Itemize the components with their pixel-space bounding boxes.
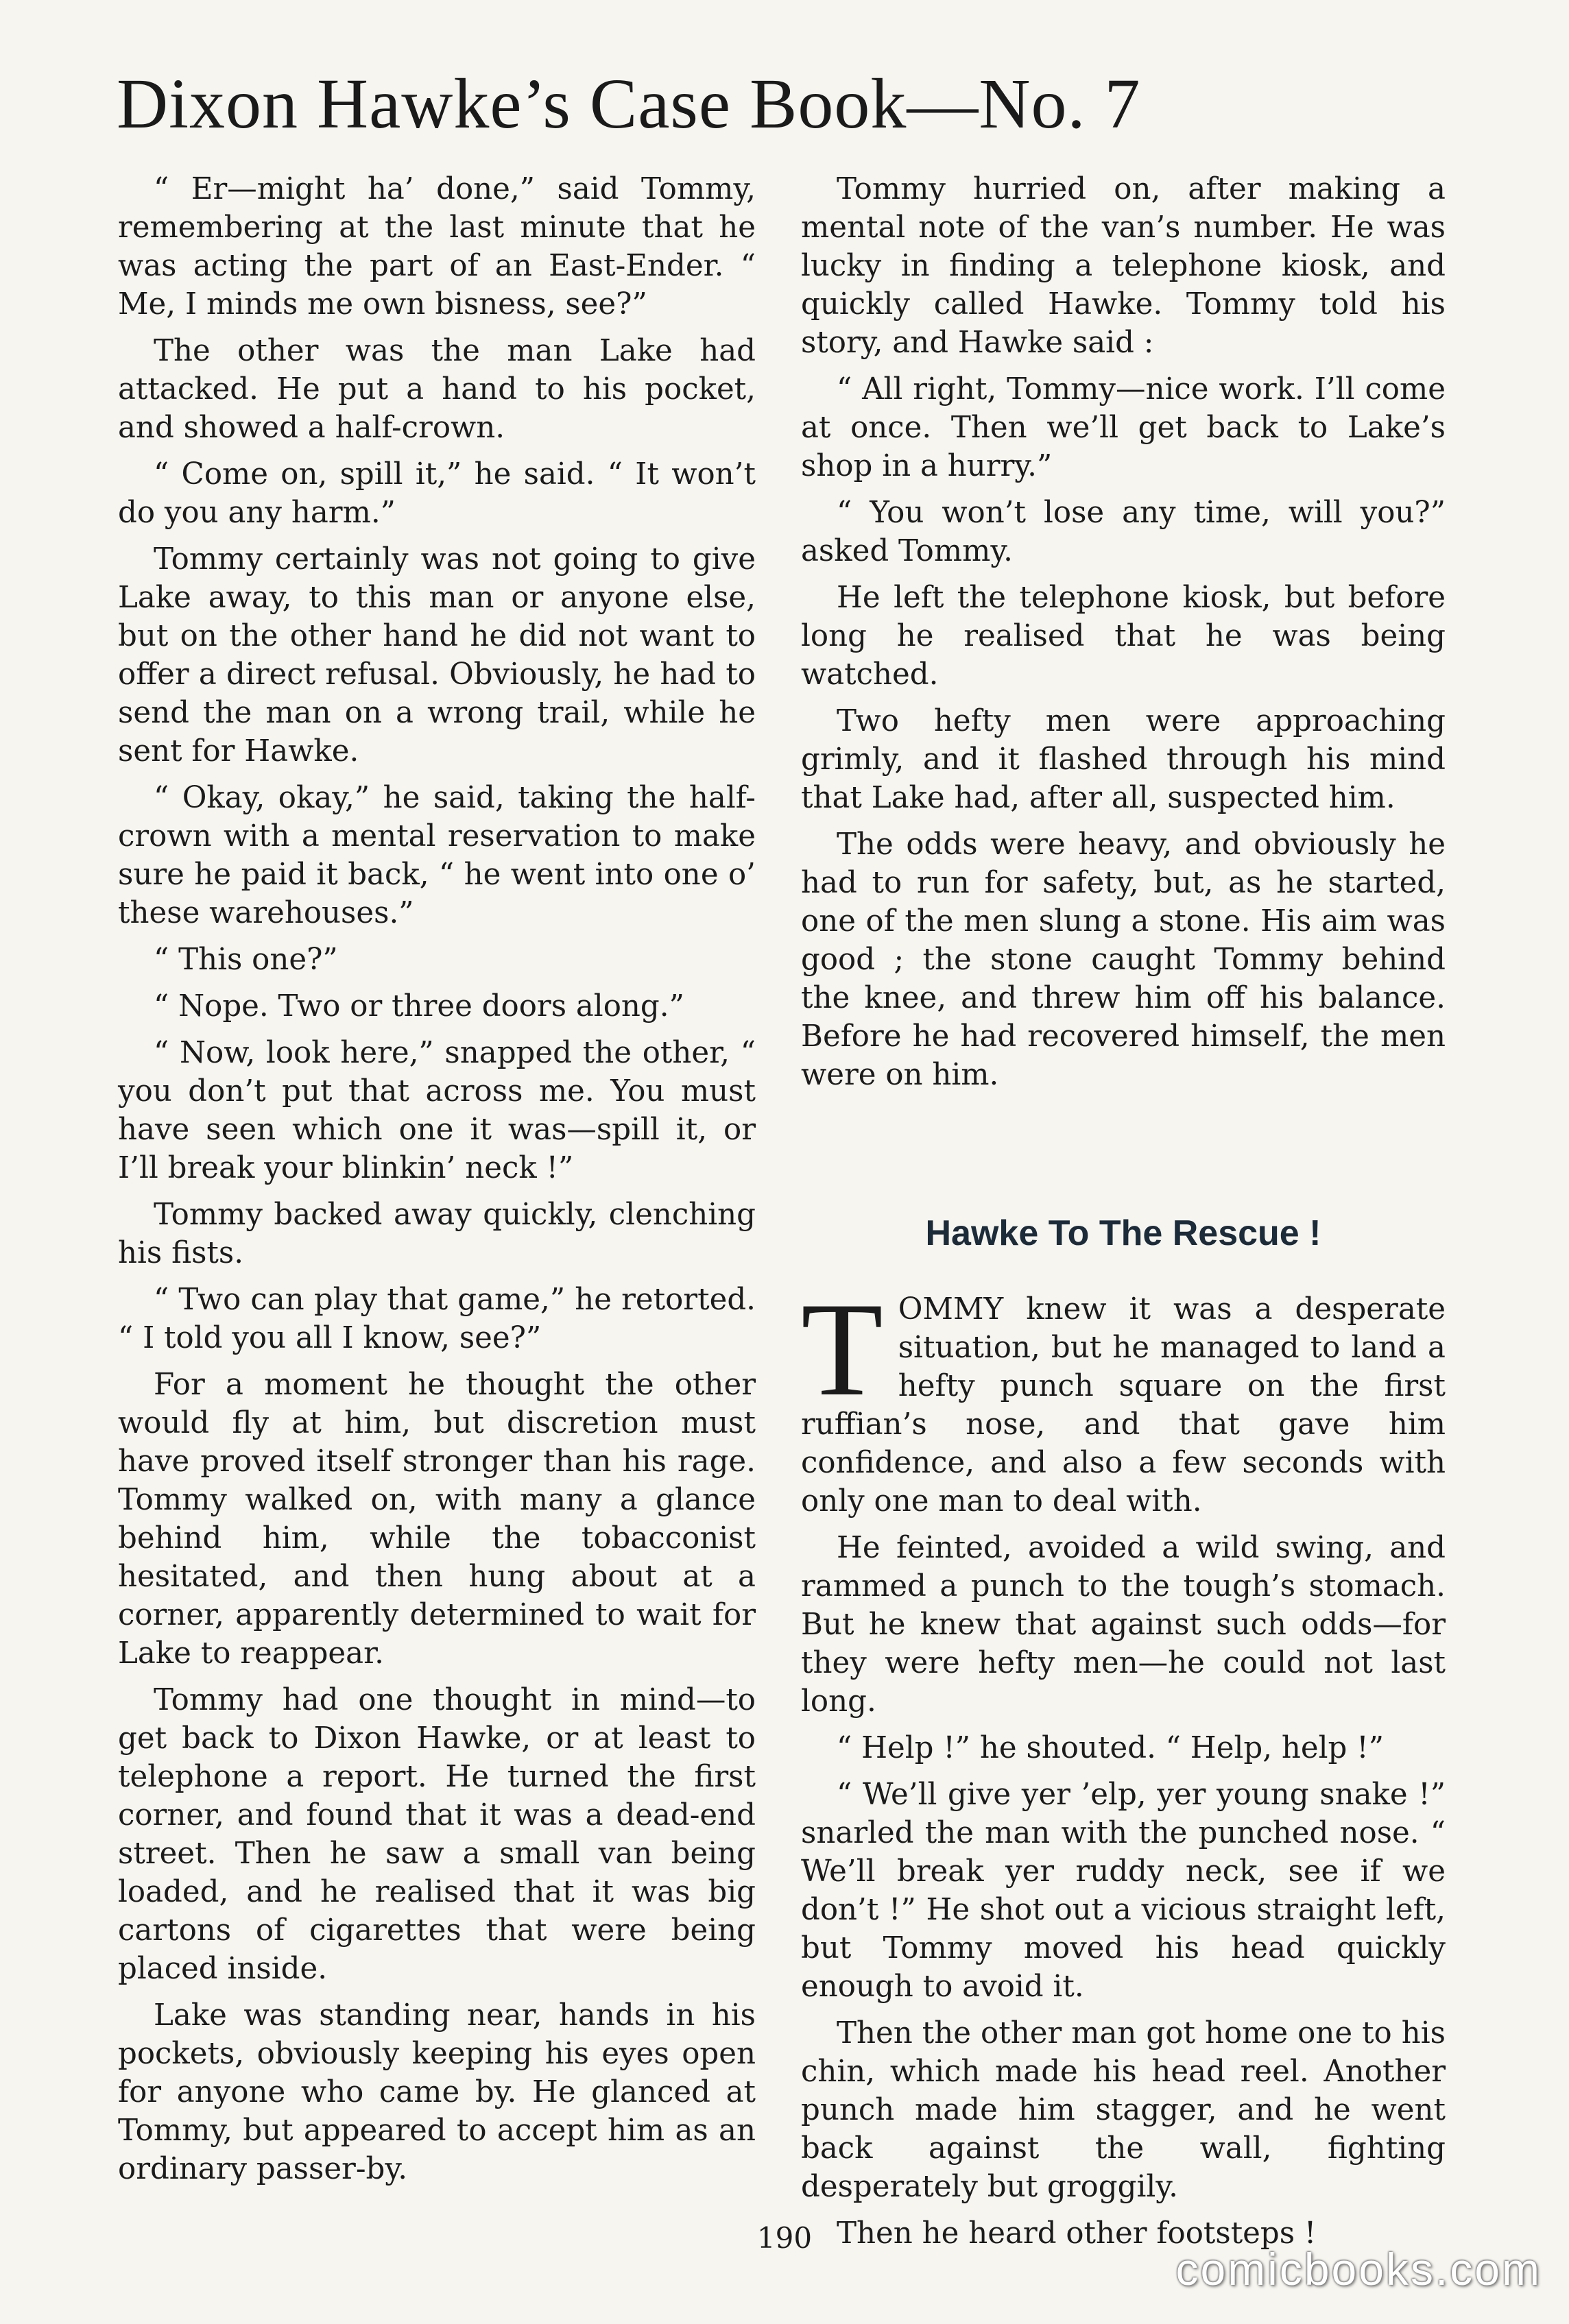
paragraph: He feinted, avoided a wild swing, and rammed a punch to the tough’s stomach. But he knew that against such odds—for they were hefty men—he could not last long. [801,1531,1446,1719]
page-number: 190 [756,2221,813,2255]
paragraph: “ Okay, okay,” he said, taking the half-crown with a mental reservation to make sure he paid it back, “ he went into one o’ these warehouses.” [118,781,756,930]
section-heading: Hawke To The Rescue ! [925,1213,1321,1253]
paragraph: “ Now, look here,” snapped the other, “ you don’t put that across me. You must have seen which one it was—spill it, or I’ll break your blinkin’ neck !” [118,1036,756,1185]
drop-cap: T [801,1275,883,1425]
paragraph: “ We’ll give yer ’elp, yer young snake !” snarled the man with the punched nose. “ We’ll break yer ruddy neck, see if we don’t !” He shot out a vicious straight left, but Tommy moved his head quickly enough to avoid it. [801,1778,1446,2005]
paragraph: “ Nope. Two or three doors along.” [154,989,684,1024]
dropcap-paragraph [801,1275,1446,1521]
paragraph: He left the telephone kiosk, but before long he realised that he was being watched. [801,581,1446,692]
paragraph: “ All right, Tommy—nice work. I’ll come at once. Then we’ll get back to Lake’s shop in a hurry.” [801,372,1446,483]
paragraph: “ Two can play that game,” he retorted. “ I told you all I know, see?” [118,1283,756,1355]
paragraph: Then he heard other footsteps ! [837,2216,1317,2251]
page-title: Dixon Hawke’s Case Book—No. 7 [117,64,1141,143]
paragraph: Two hefty men were approaching grimly, and it flashed through his mind that Lake had, after all, suspected him. [801,704,1446,815]
paragraph: “ You won’t lose any time, will you?” asked Tommy. [801,496,1446,568]
paragraph: “ This one?” [154,943,338,977]
right-column [801,170,1446,2261]
paragraph: For a moment he thought the other would fly at him, but discretion must have proved itself stronger than his rage. Tommy walked on, with many a glance behind him, while the tobacconist hesitated, and then hung about at a corner, apparently determined to wait for Lake to reappear. [118,1368,756,1671]
section-spacer [801,1102,1446,1185]
paragraph: Tommy had one thought in mind—to get back to Dixon Hawke, or at least to telephone a report. He turned the first corner, and found that it was a dead-end street. Then he saw a small van being loaded, and he realised that it was big cartons of cigarettes that were being placed inside. [118,1683,756,1986]
paragraph: Tommy backed away quickly, clenching his fists. [118,1198,756,1270]
paragraph: Then the other man got home one to his chin, which made his head reel. Another punch made him stagger, and he went back against the wall, fighting desperately but groggily. [801,2016,1446,2205]
paragraph: Tommy certainly was not going to give Lake away, to this man or anyone else, but on the other hand he did not want to offer a direct refusal. Obviously, he had to send the man on a wrong trail, while he sent for Hawke. [118,542,756,768]
left-column [118,170,756,2196]
paragraph: “ Er—might ha’ done,” said Tommy, remembering at the last minute that he was acting the part of an East-Ender. “ Me, I minds me own bisness, see?” [118,172,756,322]
paragraph: The odds were heavy, and obviously he had to run for safety, but, as he started, one of the men slung a stone. His aim was good ; the stone caught Tommy behind the knee, and threw him off his balance. Before he had recovered himself, the men were on him. [801,827,1446,1092]
dropcap-paragraph-text: OMMY knew it was a desperate situation, but he managed to land a hefty punch square on the first ruffian’s nose, and that gave him confidence, and also a few seconds with only one man to deal with. [801,1292,1446,1519]
paragraph: “ Help !” he shouted. “ Help, help !” [837,1731,1384,1766]
paragraph: Lake was standing near, hands in his pockets, obviously keeping his eyes open for anyone who came by. He glanced at Tommy, but appeared to accept him as an ordinary passer-by. [118,1998,756,2186]
paragraph: Tommy hurried on, after making a mental note of the van’s number. He was lucky in finding a telephone kiosk, and quickly called Hawke. Tommy told his story, and Hawke said : [801,172,1446,360]
site-watermark: comicbooks.com [1175,2244,1542,2295]
paragraph: The other was the man Lake had attacked. He put a hand to his pocket, and showed a half-crown. [118,334,756,445]
paragraph: “ Come on, spill it,” he said. “ It won’t do you any harm.” [118,457,756,530]
